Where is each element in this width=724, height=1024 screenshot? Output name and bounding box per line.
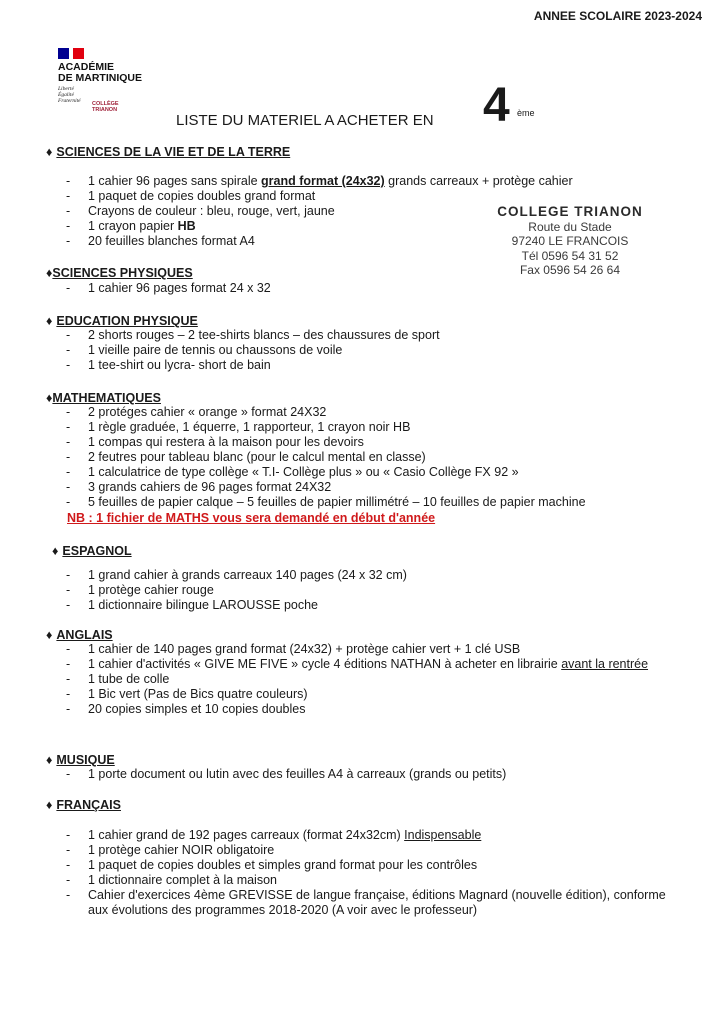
maths-note: NB : 1 fichier de MATHS vous sera demandé en début d'année <box>67 511 436 525</box>
item-text: 1 paquet de copies doubles et simples grand format pour les contrôles <box>88 858 478 872</box>
section-francais <box>46 798 706 918</box>
section-sciences-physiques <box>46 266 706 296</box>
item-text: 1 protège cahier rouge <box>88 583 214 597</box>
section-heading <box>46 753 706 767</box>
diamond-bullet-icon: ♦ <box>52 544 59 558</box>
diamond-bullet-icon: ♦ <box>46 628 53 642</box>
logo-line1: ACADÉMIE <box>58 61 115 73</box>
diamond-bullet-icon: ♦ <box>46 145 53 159</box>
stamp-address2: 97240 LE FRANCOIS <box>511 234 629 248</box>
academy-logo <box>58 48 142 113</box>
item-text: 1 compas qui restera à la maison pour les devoirs <box>88 435 364 449</box>
motto-2: Égalité <box>58 92 74 98</box>
list-item <box>46 657 678 672</box>
stamp-address1: Route du Stade <box>528 219 612 234</box>
list-item <box>46 328 706 343</box>
list-item <box>46 420 706 435</box>
item-text: 2 feutres pour tableau blanc (pour le calcul mental en classe) <box>88 450 426 464</box>
diamond-bullet-icon: ♦ <box>46 266 53 280</box>
motto-3: Fraternité <box>58 98 81 104</box>
list-item <box>46 435 706 450</box>
section-title: MATHEMATIQUES <box>52 391 161 405</box>
section-heading <box>46 628 706 642</box>
list-item <box>46 174 706 189</box>
diamond-bullet-icon: ♦ <box>46 753 53 767</box>
list-item <box>46 343 706 358</box>
logo-line2: DE MARTINIQUE <box>58 72 142 84</box>
item-text: 20 feuilles blanches format A4 <box>88 234 255 248</box>
item-text: 1 dictionnaire complet à la maison <box>88 873 277 887</box>
item-text: 1 cahier d'activités « GIVE ME FIVE » cycle 4 éditions NATHAN à acheter en librairie <box>88 657 562 671</box>
section-musique <box>46 753 706 782</box>
section-title: SCIENCES PHYSIQUES <box>52 266 193 280</box>
list-item <box>46 281 706 296</box>
section-title: SCIENCES DE LA VIE ET DE LA TERRE <box>56 145 291 159</box>
grade-suffix: ème <box>517 108 535 118</box>
stamp-fax: Fax 0596 54 26 64 <box>519 263 621 277</box>
section-mathematiques <box>46 391 706 526</box>
item-list <box>46 642 706 717</box>
item-text: 1 tee-shirt ou lycra- short de bain <box>88 358 271 372</box>
list-item <box>46 495 706 510</box>
list-item <box>46 598 706 613</box>
list-item <box>46 642 706 657</box>
item-text: 2 shorts rouges – 2 tee-shirts blancs – des chaussures de sport <box>88 328 440 342</box>
list-item <box>46 828 706 843</box>
section-heading <box>46 314 706 328</box>
list-item <box>46 465 706 480</box>
list-item <box>46 568 706 583</box>
page-title: LISTE DU MATERIEL A ACHETER EN <box>176 112 434 129</box>
item-text: 3 grands cahiers de 96 pages format 24X32 <box>88 480 332 494</box>
section-title: FRANÇAIS <box>56 798 121 812</box>
school-year: ANNEE SCOLAIRE 2023-2024 <box>533 9 702 23</box>
item-text: HB <box>177 219 196 233</box>
section-heading <box>46 145 706 159</box>
item-list <box>46 405 706 510</box>
item-text: 5 feuilles de papier calque – 5 feuilles de papier millimétré – 10 feuilles de papier machine <box>88 495 586 509</box>
list-item <box>46 219 706 234</box>
list-item <box>46 687 706 702</box>
list-item <box>46 358 706 373</box>
section-heading <box>46 266 706 280</box>
diamond-bullet-icon: ♦ <box>46 314 53 328</box>
list-item <box>46 858 706 873</box>
item-text: 1 cahier 96 pages sans spirale <box>88 174 262 188</box>
list-item <box>46 702 706 717</box>
item-text: avant la rentrée <box>561 657 649 671</box>
list-item <box>46 583 706 598</box>
list-item <box>46 204 706 219</box>
section-title: EDUCATION PHYSIQUE <box>56 314 198 328</box>
item-text: 1 grand cahier à grands carreaux 140 pages (24 x 32 cm) <box>88 568 407 582</box>
item-list <box>46 281 706 296</box>
item-text: 1 cahier de 140 pages grand format (24x32) + protège cahier vert + 1 clé USB <box>88 642 521 656</box>
stamp-name: COLLEGE TRIANON <box>497 204 643 219</box>
item-text: 20 copies simples et 10 copies doubles <box>88 702 306 716</box>
grade-number: 4 <box>483 79 510 132</box>
item-list <box>46 767 706 782</box>
item-text: 1 paquet de copies doubles grand format <box>88 189 316 203</box>
item-text: 1 dictionnaire bilingue LAROUSSE poche <box>88 598 318 612</box>
list-item <box>46 480 706 495</box>
item-text: 1 cahier grand de 192 pages carreaux (format 24x32cm) <box>88 828 405 842</box>
section-heading <box>52 544 706 558</box>
stamp-phone: Tél 0596 54 31 52 <box>521 248 619 263</box>
item-text: 1 règle graduée, 1 équerre, 1 rapporteur, 1 crayon noir HB <box>88 420 411 434</box>
diamond-bullet-icon: ♦ <box>46 798 53 812</box>
item-text: grand format (24x32) <box>261 174 385 188</box>
section-title: ESPAGNOL <box>62 544 132 558</box>
section-education-physique <box>46 314 706 373</box>
section-anglais <box>46 628 706 717</box>
list-item <box>46 189 706 204</box>
section-heading <box>46 798 706 812</box>
french-flag-icon <box>58 48 142 59</box>
list-item <box>46 672 706 687</box>
diamond-bullet-icon: ♦ <box>46 391 53 405</box>
item-list <box>46 328 706 373</box>
item-text: 1 vieille paire de tennis ou chaussons de voile <box>88 343 343 357</box>
item-text: 1 calculatrice de type collège « T.I- Collège plus » ou « Casio Collège FX 92 » <box>88 465 519 479</box>
motto-1: Liberté <box>58 86 74 92</box>
item-text: 1 crayon papier <box>88 219 178 233</box>
item-text: Indispensable <box>404 828 482 842</box>
item-list <box>46 174 706 249</box>
list-item <box>46 450 706 465</box>
item-text: 1 Bic vert (Pas de Bics quatre couleurs) <box>88 687 308 701</box>
section-espagnol <box>46 544 706 613</box>
item-text: 2 protéges cahier « orange » format 24X32 <box>88 405 327 419</box>
section-sciences-de-la-vie-et-de-la-terre <box>46 145 706 249</box>
list-item <box>46 234 706 249</box>
list-item <box>46 767 706 782</box>
list-item <box>46 873 706 888</box>
item-text: 1 tube de colle <box>88 672 170 686</box>
item-text: 1 porte document ou lutin avec des feuilles A4 à carreaux (grands ou petits) <box>88 767 507 781</box>
section-title: MUSIQUE <box>56 753 115 767</box>
item-text: 1 cahier 96 pages format 24 x 32 <box>88 281 271 295</box>
item-text: Crayons de couleur : bleu, rouge, vert, jaune <box>88 204 335 218</box>
item-text: 1 protège cahier NOIR obligatoire <box>88 843 275 857</box>
list-item <box>46 888 688 918</box>
item-text: grands carreaux + protège cahier <box>384 174 573 188</box>
item-list <box>46 828 706 918</box>
item-text: Cahier d'exercices 4ème GREVISSE de langue française, éditions Magnard (nouvelle édition), conforme aux évolutions des programmes 2018-2020 (A voir avec le professeur) <box>88 888 666 917</box>
item-list <box>46 568 706 613</box>
logo-college: COLLÈGE TRIANON <box>92 101 119 113</box>
list-item <box>46 843 706 858</box>
section-heading <box>46 391 706 405</box>
list-item <box>46 405 706 420</box>
section-title: ANGLAIS <box>56 628 113 642</box>
